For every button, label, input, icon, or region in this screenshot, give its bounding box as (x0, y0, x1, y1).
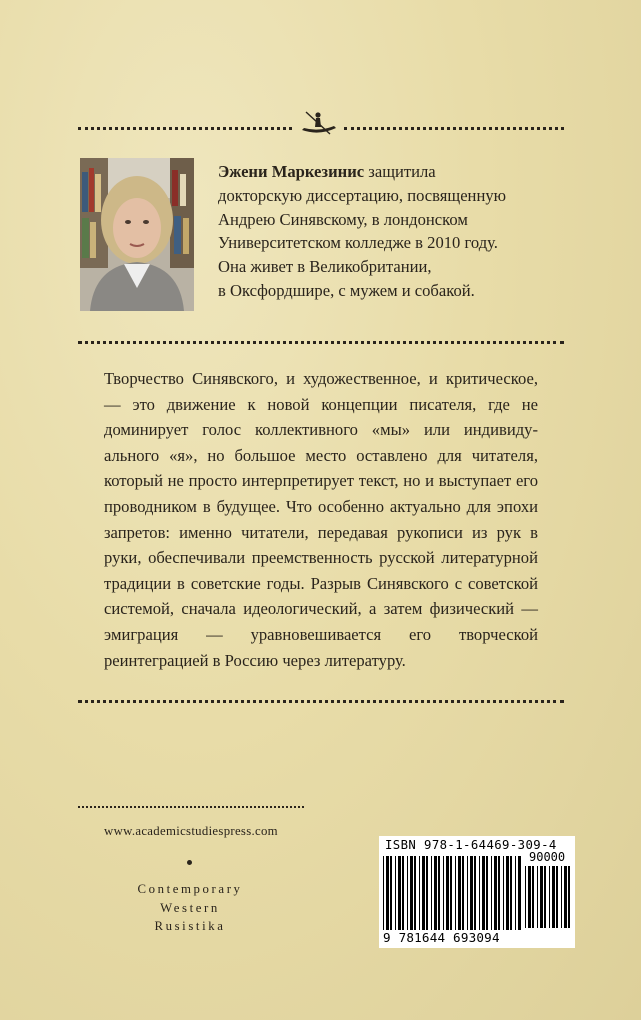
isbn-label: ISBN 978-1-64469-309-4 (385, 838, 557, 852)
author-name: Эжени Маркезинис (218, 162, 365, 181)
bio-line-text: защитила (364, 162, 436, 181)
series-line: Western (160, 900, 220, 915)
series-line: Contemporary (137, 882, 243, 896)
barcode-bars-main (383, 856, 523, 930)
boat-rower-icon (300, 106, 338, 140)
bio-line: докторскую диссертацию, посвященную (218, 185, 507, 205)
book-description (104, 366, 538, 673)
series-name (90, 880, 290, 936)
bio-line: в Оксфордшире, с мужем и собакой. (218, 280, 475, 300)
top-divider-right (344, 127, 564, 130)
top-divider-left (78, 127, 292, 130)
author-bio (218, 160, 618, 303)
author-portrait (80, 158, 194, 311)
barcode-bars-addon (525, 866, 571, 928)
publisher-divider (78, 806, 304, 808)
series-line: Rusistika (154, 919, 226, 933)
description-text: Творчество Синявского, и художественное, и критическое, — это движение к новой концепции писателя, где не доминирует голос коллективного «мы» или индивидуального «я», но большое место оставлено для читателя, который не просто интерпретирует текст, но и выступает его проводником в будущее. Что особенно актуально для эпохи запретов: именно читатели, передавая рукописи из рук в руки, обеспечивали преемственность русской литературной традиции в советские годы. Разрыв Синявского с советской системой, сначала идеологический, а затем физический — эмиграция — уравновешивается его творческой реинтеграцией в Россию через литературу. (104, 369, 538, 670)
bio-line: Она живет в Великобритании, (218, 257, 432, 277)
lower-divider (78, 700, 564, 703)
middle-divider (78, 341, 564, 344)
publisher-website[interactable]: www.academicstudiespress.com (104, 824, 278, 838)
bio-line: Андрею Синявскому, в лондонском (218, 209, 468, 229)
bio-line (218, 160, 618, 184)
bullet-dot (187, 860, 192, 865)
barcode-digits: 9 781644 693094 (383, 930, 500, 945)
price-code: 90000 (529, 850, 566, 864)
bio-line: Университетском колледже в 2010 году. (218, 233, 498, 253)
isbn-barcode (379, 836, 575, 948)
